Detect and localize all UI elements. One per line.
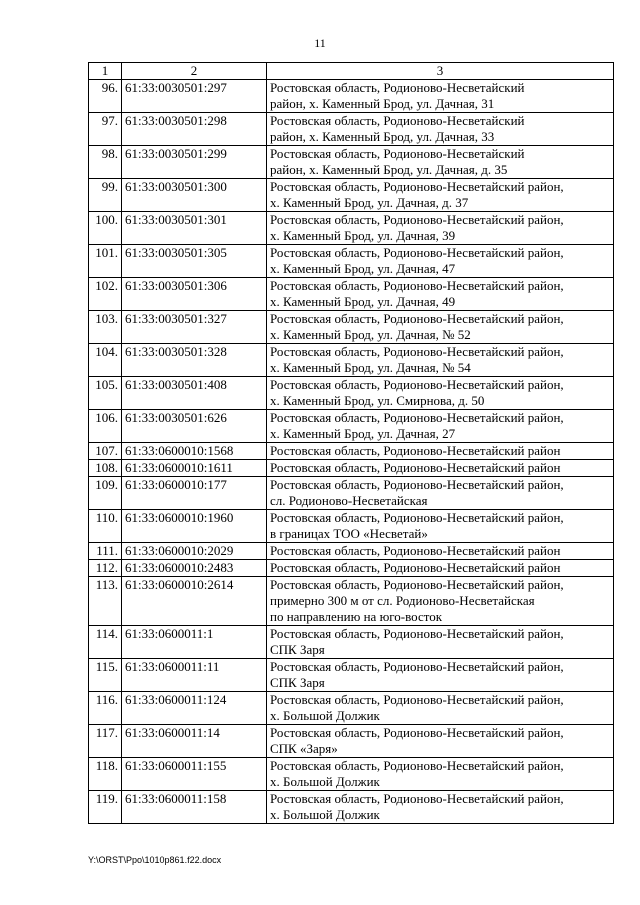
- address-cell: Ростовская область, Родионово-Несветайский район, СПК «Заря»: [267, 725, 614, 758]
- address-cell: Ростовская область, Родионово-Несветайский район, х. Каменный Брод, ул. Смирнова, д. 50: [267, 377, 614, 410]
- address-cell: Ростовская область, Родионово-Несветайский район, СПК Заря: [267, 659, 614, 692]
- cadastral-number-cell: 61:33:0600010:2029: [122, 543, 267, 560]
- cadastral-number-cell: 61:33:0030501:297: [122, 80, 267, 113]
- cadastral-number-cell: 61:33:0600010:1960: [122, 510, 267, 543]
- table-row: [89, 377, 614, 410]
- row-number-cell: 104.: [89, 344, 122, 377]
- row-number-cell: 98.: [89, 146, 122, 179]
- col-header-number: 1: [89, 63, 122, 80]
- address-cell: Ростовская область, Родионово-Несветайский район, х. Каменный Брод, ул. Дачная, № 52: [267, 311, 614, 344]
- table-row: [89, 146, 614, 179]
- register-table: [88, 62, 614, 824]
- table-row: [89, 692, 614, 725]
- address-cell: Ростовская область, Родионово-Несветайский район, х. Каменный Брод, ул. Дачная, № 54: [267, 344, 614, 377]
- page-number: 11: [314, 36, 326, 50]
- row-number-cell: 102.: [89, 278, 122, 311]
- address-cell: Ростовская область, Родионово-Несветайский район: [267, 443, 614, 460]
- table-row: [89, 245, 614, 278]
- cadastral-number-cell: 61:33:0030501:626: [122, 410, 267, 443]
- row-number-cell: 113.: [89, 577, 122, 626]
- table-header-row: [89, 63, 614, 80]
- cadastral-number-cell: 61:33:0030501:327: [122, 311, 267, 344]
- cadastral-number-cell: 61:33:0600011:14: [122, 725, 267, 758]
- row-number-cell: 100.: [89, 212, 122, 245]
- row-number-cell: 116.: [89, 692, 122, 725]
- address-cell: Ростовская область, Родионово-Несветайский район, в границах ТОО «Несветай»: [267, 510, 614, 543]
- address-cell: Ростовская область, Родионово-Несветайский район, х. Каменный Брод, ул. Дачная, 49: [267, 278, 614, 311]
- cadastral-number-cell: 61:33:0600011:124: [122, 692, 267, 725]
- cadastral-number-cell: 61:33:0030501:408: [122, 377, 267, 410]
- address-cell: Ростовская область, Родионово-Несветайский район, х. Большой Должик: [267, 758, 614, 791]
- address-cell: Ростовская область, Родионово-Несветайский район, х. Каменный Брод, ул. Дачная, 31: [267, 80, 614, 113]
- table-row: [89, 791, 614, 824]
- cadastral-number-cell: 61:33:0600011:155: [122, 758, 267, 791]
- address-cell: Ростовская область, Родионово-Несветайский район, примерно 300 м от сл. Родионово-Несветайская по направлению на юго-восток: [267, 577, 614, 626]
- table-row: [89, 80, 614, 113]
- table-row: [89, 626, 614, 659]
- address-cell: Ростовская область, Родионово-Несветайский район, СПК Заря: [267, 626, 614, 659]
- address-cell: Ростовская область, Родионово-Несветайский район, х. Большой Должик: [267, 791, 614, 824]
- table-row: [89, 560, 614, 577]
- table-row: [89, 577, 614, 626]
- table-row: [89, 311, 614, 344]
- row-number-cell: 117.: [89, 725, 122, 758]
- cadastral-number-cell: 61:33:0030501:298: [122, 113, 267, 146]
- address-cell: Ростовская область, Родионово-Несветайский район, х. Каменный Брод, ул. Дачная, 47: [267, 245, 614, 278]
- address-cell: Ростовская область, Родионово-Несветайский район, х. Большой Должик: [267, 692, 614, 725]
- footer-file-path: Y:\ORST\Ppo\1010p861.f22.docx: [88, 855, 222, 865]
- table-row: [89, 725, 614, 758]
- table-row: [89, 179, 614, 212]
- row-number-cell: 106.: [89, 410, 122, 443]
- table-row: [89, 758, 614, 791]
- row-number-cell: 114.: [89, 626, 122, 659]
- cadastral-number-cell: 61:33:0600010:2483: [122, 560, 267, 577]
- address-cell: Ростовская область, Родионово-Несветайский район, сл. Родионово-Несветайская: [267, 477, 614, 510]
- row-number-cell: 99.: [89, 179, 122, 212]
- cadastral-number-cell: 61:33:0600011:11: [122, 659, 267, 692]
- cadastral-number-cell: 61:33:0600011:1: [122, 626, 267, 659]
- cadastral-number-cell: 61:33:0600010:1611: [122, 460, 267, 477]
- address-cell: Ростовская область, Родионово-Несветайский район: [267, 543, 614, 560]
- table-row: [89, 410, 614, 443]
- row-number-cell: 110.: [89, 510, 122, 543]
- row-number-cell: 97.: [89, 113, 122, 146]
- row-number-cell: 119.: [89, 791, 122, 824]
- cadastral-number-cell: 61:33:0030501:300: [122, 179, 267, 212]
- table-row: [89, 460, 614, 477]
- cadastral-number-cell: 61:33:0030501:305: [122, 245, 267, 278]
- cadastral-number-cell: 61:33:0030501:301: [122, 212, 267, 245]
- table-row: [89, 543, 614, 560]
- cadastral-number-cell: 61:33:0030501:306: [122, 278, 267, 311]
- row-number-cell: 103.: [89, 311, 122, 344]
- address-cell: Ростовская область, Родионово-Несветайский район: [267, 560, 614, 577]
- cadastral-number-cell: 61:33:0030501:328: [122, 344, 267, 377]
- row-number-cell: 96.: [89, 80, 122, 113]
- col-header-address: 3: [267, 63, 614, 80]
- row-number-cell: 115.: [89, 659, 122, 692]
- table-row: [89, 510, 614, 543]
- row-number-cell: 107.: [89, 443, 122, 460]
- table-row: [89, 113, 614, 146]
- table-row: [89, 212, 614, 245]
- row-number-cell: 111.: [89, 543, 122, 560]
- address-cell: Ростовская область, Родионово-Несветайский район, х. Каменный Брод, ул. Дачная, д. 37: [267, 179, 614, 212]
- cadastral-number-cell: 61:33:0600011:158: [122, 791, 267, 824]
- table-row: [89, 278, 614, 311]
- row-number-cell: 109.: [89, 477, 122, 510]
- cadastral-number-cell: 61:33:0600010:177: [122, 477, 267, 510]
- cadastral-number-cell: 61:33:0030501:299: [122, 146, 267, 179]
- table-row: [89, 477, 614, 510]
- address-cell: Ростовская область, Родионово-Несветайский район, х. Каменный Брод, ул. Дачная, д. 35: [267, 146, 614, 179]
- cadastral-number-cell: 61:33:0600010:2614: [122, 577, 267, 626]
- row-number-cell: 118.: [89, 758, 122, 791]
- address-cell: Ростовская область, Родионово-Несветайский район, х. Каменный Брод, ул. Дачная, 27: [267, 410, 614, 443]
- cadastral-number-cell: 61:33:0600010:1568: [122, 443, 267, 460]
- table-row: [89, 659, 614, 692]
- address-cell: Ростовская область, Родионово-Несветайский район, х. Каменный Брод, ул. Дачная, 33: [267, 113, 614, 146]
- address-cell: Ростовская область, Родионово-Несветайский район, х. Каменный Брод, ул. Дачная, 39: [267, 212, 614, 245]
- address-cell: Ростовская область, Родионово-Несветайский район: [267, 460, 614, 477]
- row-number-cell: 108.: [89, 460, 122, 477]
- row-number-cell: 105.: [89, 377, 122, 410]
- col-header-cadastral: 2: [122, 63, 267, 80]
- table-row: [89, 443, 614, 460]
- row-number-cell: 101.: [89, 245, 122, 278]
- row-number-cell: 112.: [89, 560, 122, 577]
- table-row: [89, 344, 614, 377]
